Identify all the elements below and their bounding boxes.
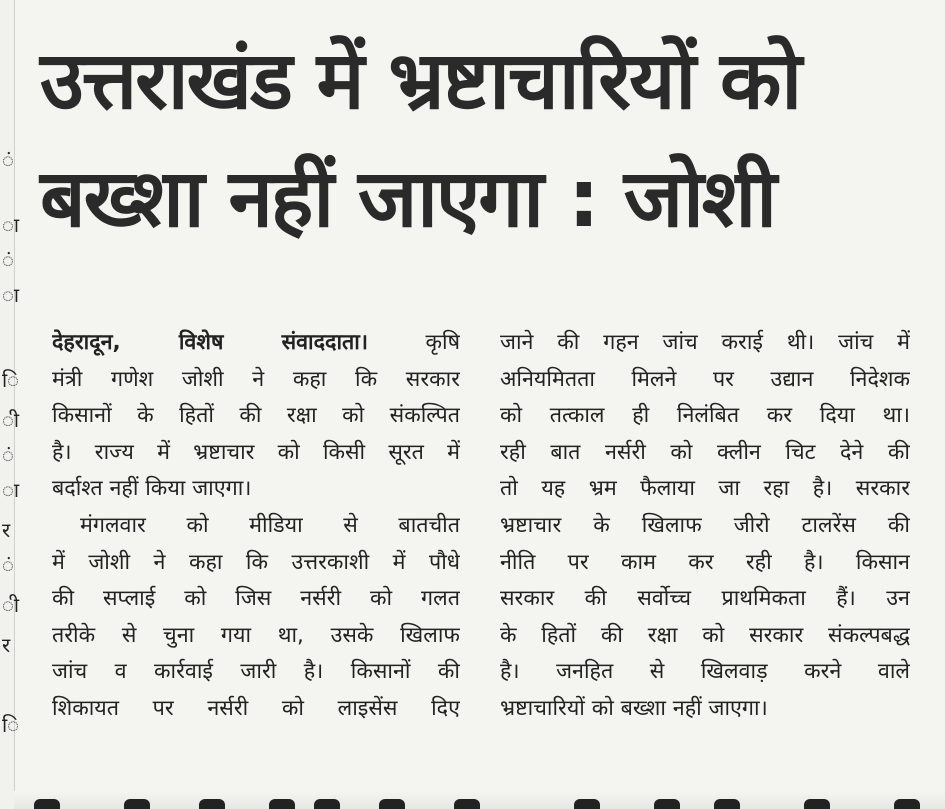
adjacent-column-edge <box>0 0 20 809</box>
article-line: है। राज्य में भ्रष्टाचार को किसी सूरत में <box>52 439 460 465</box>
article-line: भ्रष्टाचार के खिलाफ जीरो टालरेंस की <box>500 512 910 538</box>
adjacent-text-fragment: ं <box>2 148 14 172</box>
article-line <box>52 325 460 362</box>
adjacent-text-fragment: ि <box>2 368 20 392</box>
next-headline-cropped <box>14 791 945 809</box>
article-line: में जोशी ने कहा कि उत्तरकाशी में पौधे <box>52 549 460 575</box>
headline-line-1: उत्तराखंड में भ्रष्टाचारियों को <box>40 34 801 127</box>
article-line: मंत्री गणेश जोशी ने कहा कि सरकार <box>52 366 460 392</box>
article-line: जांच व कार्रवाई जारी है। किसानों की <box>52 659 460 685</box>
article-text: कृषि <box>368 330 460 355</box>
headline <box>40 22 930 258</box>
article-line: अनियमितता मिलने पर उद्यान निदेशक <box>500 366 910 392</box>
article-line: शिकायत पर नर्सरी को लाइसेंस दिए <box>52 695 460 721</box>
article-line: मंगलवार को मीडिया से बातचीत <box>80 512 460 538</box>
article-line: किसानों के हितों की रक्षा को संकल्पित <box>52 403 460 429</box>
adjacent-text-fragment: ं <box>2 443 14 467</box>
article-line: की सप्लाई को जिस नर्सरी को गलत <box>52 586 460 612</box>
article-column-1 <box>52 325 460 728</box>
adjacent-text-fragment: ी <box>2 408 20 432</box>
adjacent-text-fragment: ा <box>2 213 20 237</box>
article-line: भ्रष्टाचारियों को बख्शा नहीं जाएगा। <box>500 695 768 721</box>
article-line: के हितों की रक्षा को सरकार संकल्पबद्ध <box>500 622 910 648</box>
dateline: देहरादून, विशेष संवाददाता। <box>52 330 368 355</box>
adjacent-text-fragment: र <box>2 518 11 542</box>
adjacent-text-fragment: ा <box>2 478 20 502</box>
article-column-2 <box>500 325 910 728</box>
article-line: तो यह भ्रम फैलाया जा रहा है। सरकार <box>500 476 910 502</box>
article-line: को तत्काल ही निलंबित कर दिया था। <box>500 403 910 429</box>
adjacent-text-fragment: ि <box>2 713 20 737</box>
adjacent-text-fragment: ी <box>2 593 20 617</box>
headline-line-2: बख्शा नहीं जाएगा : जोशी <box>40 152 775 245</box>
adjacent-text-fragment: ा <box>2 283 20 307</box>
article-line: बर्दाश्त नहीं किया जाएगा। <box>52 476 252 502</box>
adjacent-text-fragment: ं <box>2 553 14 577</box>
article-line: है। जनहित से खिलवाड़ करने वाले <box>500 659 910 685</box>
adjacent-text-fragment: र <box>2 633 11 657</box>
adjacent-text-fragment: ं <box>2 248 14 272</box>
article-line: तरीके से चुना गया था, उसके खिलाफ <box>52 622 460 648</box>
article-line: रही बात नर्सरी को क्लीन चिट देने की <box>500 439 910 465</box>
article-line: सरकार की सर्वोच्च प्राथमिकता हैं। उन <box>500 586 910 612</box>
article-line: जाने की गहन जांच कराई थी। जांच में <box>500 330 910 355</box>
article-line: नीति पर काम कर रही है। किसान <box>500 549 910 575</box>
